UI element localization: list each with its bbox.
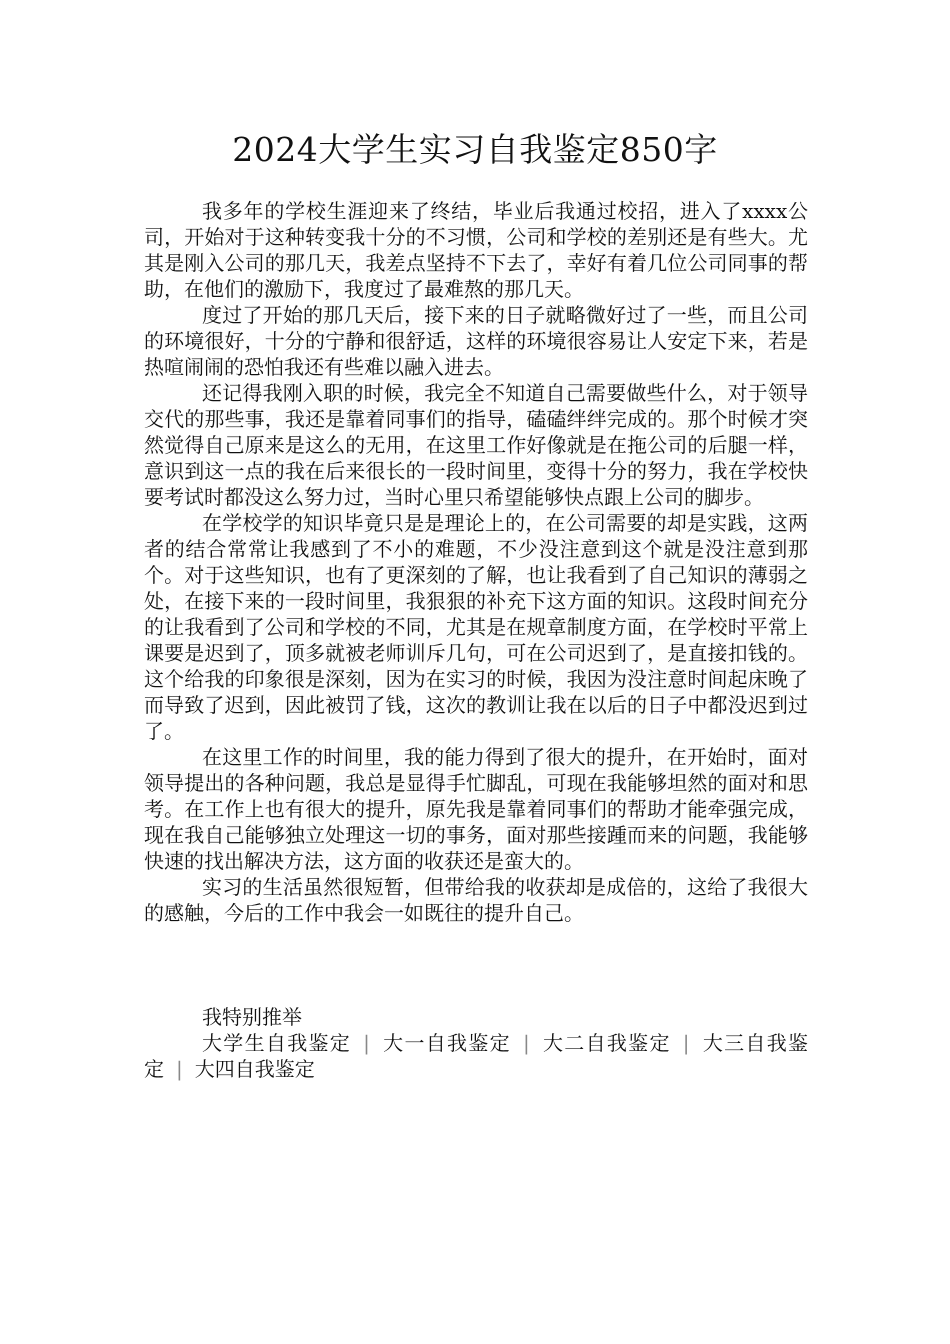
recommend-link-sophomore[interactable]: 大二自我鉴定 bbox=[541, 1031, 671, 1055]
link-separator: | bbox=[363, 1031, 370, 1055]
recommend-link-freshman[interactable]: 大一自我鉴定 bbox=[381, 1031, 511, 1055]
body-paragraph-6: 实习的生活虽然很短暂，但带给我的收获却是成倍的，这给了我很大的感触，今后的工作中我会一如既往的提升自己。 bbox=[144, 875, 808, 925]
recommend-links bbox=[144, 1030, 808, 1082]
body-paragraph-5: 在这里工作的时间里，我的能力得到了很大的提升，在开始时，面对领导提出的各种问题，我总是显得手忙脚乱，可现在我能够坦然的面对和思考。在工作上也有很大的提升，原先我是靠着同事们的帮助才能牵强完成，现在我自己能够独立处理这一切的事务，面对那些接踵而来的问题，我能够快速的找出解决方法，这方面的收获还是蛮大的。 bbox=[144, 745, 808, 873]
recommend-link-junior[interactable]: 大三自我鉴定 bbox=[144, 1031, 809, 1081]
link-separator: | bbox=[522, 1031, 530, 1055]
recommend-link-college[interactable]: 大学生自我鉴定 bbox=[202, 1031, 352, 1055]
body-paragraph-1: 我多年的学校生涯迎来了终结，毕业后我通过校招，进入了xxxx公司，开始对于这种转变我十分的不习惯，公司和学校的差别还是有些大。尤其是刚入公司的那几天，我差点坚持不下去了，幸好有着几位公司同事的帮助，在他们的激励下，我度过了最难熬的那几天。 bbox=[144, 199, 808, 301]
section-spacer bbox=[144, 926, 808, 1004]
document-title: 2024大学生实习自我鉴定850字 bbox=[232, 130, 718, 169]
recommend-heading: 我特别推举 bbox=[202, 1005, 302, 1029]
body-paragraph-3: 还记得我刚入职的时候，我完全不知道自己需要做些什么，对于领导交代的那些事，我还是靠着同事们的指导，磕磕绊绊完成的。那个时候才突然觉得自己原来是这么的无用，在这里工作好像就是在拖公司的后腿一样，意识到这一点的我在后来很长的一段时间里，变得十分的努力，我在学校快要考试时都没这么努力过，当时心里只希望能够快点跟上公司的脚步。 bbox=[144, 381, 808, 509]
recommend-link-senior[interactable]: 大四自我鉴定 bbox=[194, 1057, 315, 1081]
link-separator: | bbox=[176, 1057, 183, 1081]
body-paragraph-2: 度过了开始的那几天后，接下来的日子就略微好过了一些，而且公司的环境很好，十分的宁静和很舒适，这样的环境很容易让人安定下来，若是热喧闹闹的恐怕我还有些难以融入进去。 bbox=[144, 303, 808, 379]
link-separator: | bbox=[682, 1031, 690, 1055]
document-body bbox=[144, 198, 808, 1082]
body-paragraph-4: 在学校学的知识毕竟只是是理论上的，在公司需要的却是实践，这两者的结合常常让我感到了不小的难题，不少没注意到这个就是没注意到那个。对于这些知识，也有了更深刻的了解，也让我看到了自己知识的薄弱之处，在接下来的一段时间里，我狠狠的补充下这方面的知识。这段时间充分的让我看到了公司和学校的不同，尤其是在规章制度方面，在学校时平常上课要是迟到了，顶多就被老师训斥几句，可在公司迟到了，是直接扣钱的。这个给我的印象很是深刻，因为在实习的时候，我因为没注意时间起床晚了而导致了迟到，因此被罚了钱，这次的教训让我在以后的日子中都没迟到过了。 bbox=[144, 511, 808, 743]
